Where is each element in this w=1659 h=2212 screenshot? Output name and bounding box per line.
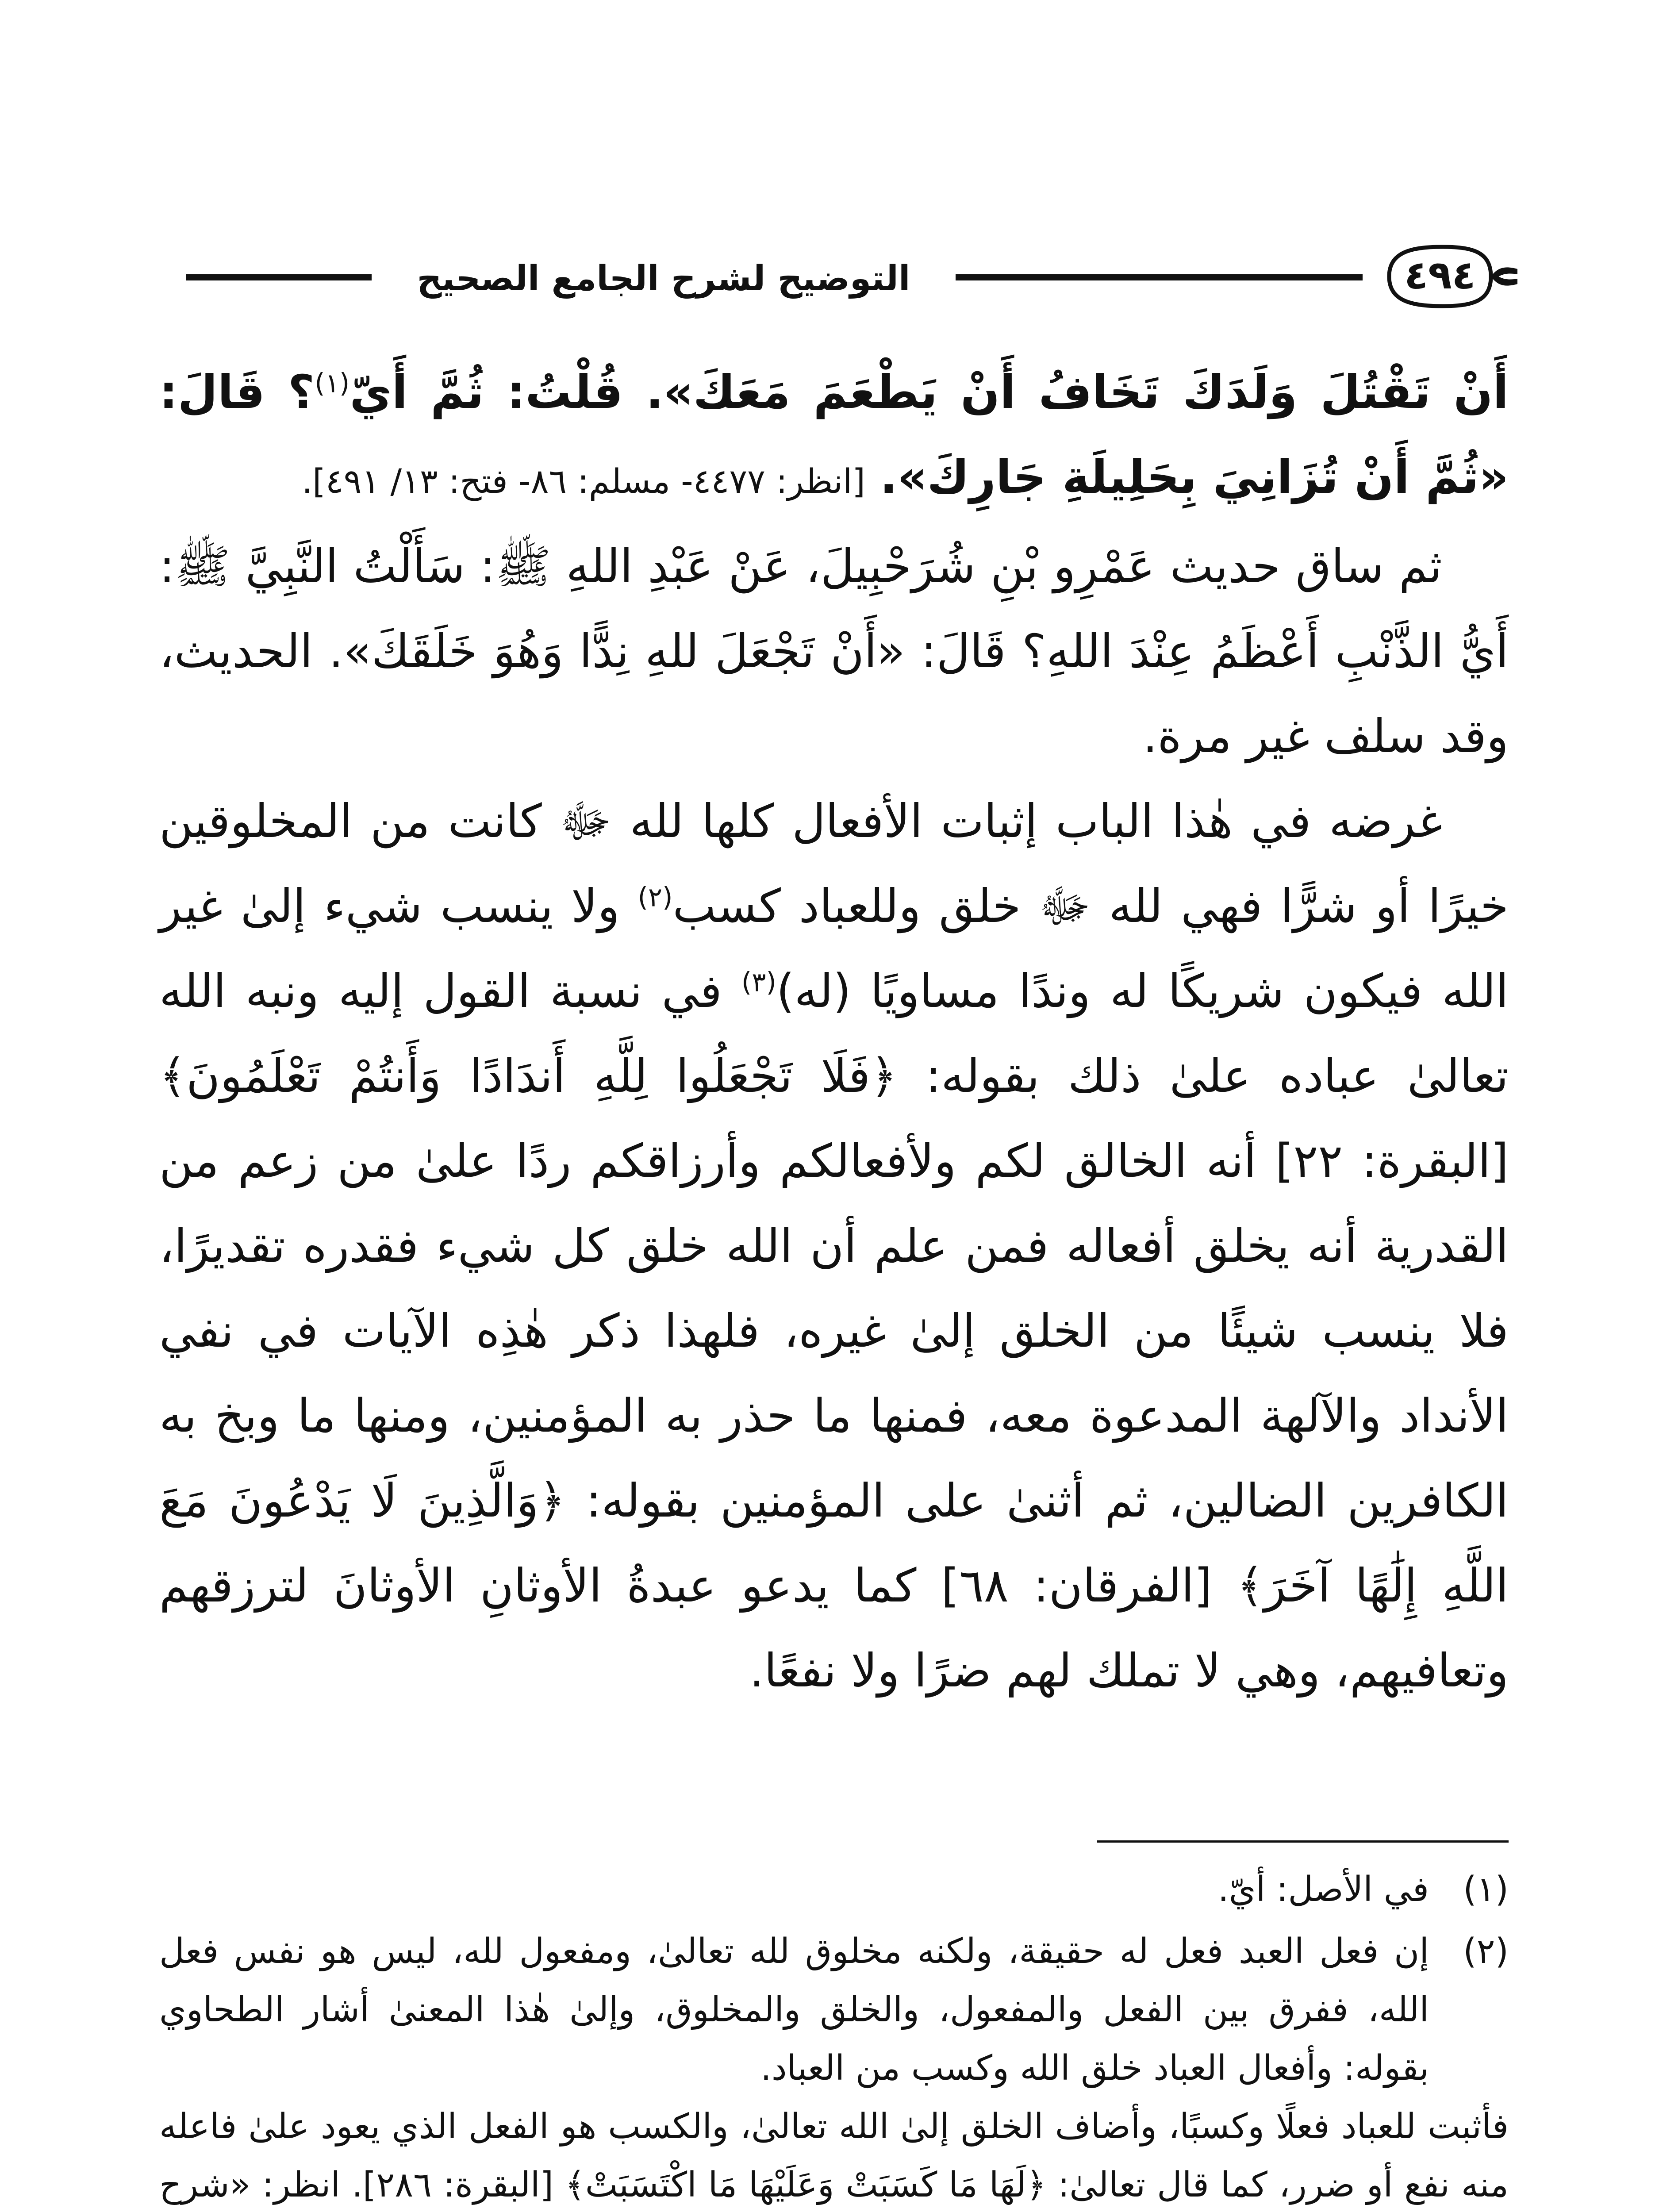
header-rule-middle	[956, 274, 1363, 280]
footnote-marker-1: (١)	[315, 368, 350, 399]
paragraph-hadith-end	[159, 349, 1509, 524]
running-head	[133, 248, 1571, 332]
commentary-text-c: في نسبة القول إليه ونبه الله تعالىٰ عباده علىٰ ذلك بقوله: ﴿فَلَا تَجْعَلُوا لِلَّهِ أَندَادًا وَأَنتُمْ تَعْلَمُونَ﴾ [البقرة: ٢٢] أنه الخالق لكم ولأفعالكم وأرزاقكم ردًا علىٰ من زعم من القدرية أنه يخلق أفعاله فمن علم أن الله خلق كل شيء فقدره تقديرًا، فلا ينسب شيئًا من الخلق إلىٰ غيره، فلهذا ذكر هٰذِه الآيات في نفي الأنداد والآلهة المدعوة معه، فمنها ما حذر به المؤمنين، ومنها ما وبخ به الكافرين الضالين، ثم أثنىٰ على المؤمنين بقوله: ﴿وَالَّذِينَ لَا يَدْعُونَ مَعَ اللَّهِ إِلَٰهًا آخَرَ﴾ [الفرقان: ٦٨] كما يدعو عبدةُ الأوثانِ الأوثانَ لترزقهم وتعافيهم، وهي لا تملك لهم ضرًا ولا نفعًا.	[159, 964, 1509, 1697]
footnote-number: (١)	[1463, 1870, 1509, 1909]
footnotes	[159, 1860, 1509, 2212]
hadith-text: أَنْ تَقْتُلَ وَلَدَكَ تَخَافُ أَنْ يَطْعَمَ مَعَكَ». قُلْتُ: ثُمَّ أَيّ	[349, 365, 1509, 419]
book-title: التوضيح لشرح الجامع الصحيح	[417, 259, 910, 299]
footnote-2-continued	[159, 2097, 1509, 2212]
hadith-reference: [انظر: ٤٤٧٧- مسلم: ٨٦- فتح: ١٣/ ٤٩١].	[302, 461, 865, 501]
paragraph-second-hadith: ثم ساق حديث عَمْرِو بْنِ شُرَحْبِيلَ، عَنْ عَبْدِ اللهِ ﷺ: سَأَلْتُ النَّبِيَّ ﷺ: أَيُّ الذَّنْبِ أَعْظَمُ عِنْدَ اللهِ؟ قَالَ: «أَنْ تَجْعَلَ للهِ نِدًّا وَهُوَ خَلَقَكَ». الحديث، وقد سلف غير مرة.	[159, 539, 1509, 763]
commentary-text-a: غرضه في هٰذا الباب إثبات الأفعال كلها لله ﷻ كانت من المخلوقين خيرًا أو شرًّا فهي لله ﷻ خلق وللعباد كسب	[159, 794, 1509, 933]
footnote-number: (٢)	[1463, 1932, 1509, 1971]
page-number: ٤٩٤	[1404, 252, 1476, 298]
footnote-1	[159, 1860, 1509, 1919]
footnote-separator	[1097, 1840, 1509, 1843]
main-text	[159, 349, 1509, 1713]
footnote-marker-3: (٣)	[741, 967, 776, 998]
footnote-text: في الأصل: أيّ.	[1217, 1870, 1429, 1909]
footnote-text: إن فعل العبد فعل له حقيقة، ولكنه مخلوق لله تعالىٰ، ومفعول لله، ليس هو نفس فعل الله، ففرق بين الفعل والمفعول، والخلق والمخلوق، وإلىٰ هٰذا المعنىٰ أشار الطحاوي بقوله: وأفعال العباد خلق الله وكسب من العباد.	[159, 1932, 1429, 2088]
commentary-text-b: ولا ينسب شيء إلىٰ غير الله فيكون شريكًا له وندًا مساويًا (له)	[159, 879, 1509, 1018]
footnote-text-continued: فأثبت للعباد فعلًا وكسبًا، وأضاف الخلق إلىٰ الله تعالىٰ، والكسب هو الفعل الذي يعود علىٰ فاعله منه نفع أو ضرر، كما قال تعالىٰ: ﴿لَهَا مَا كَسَبَتْ وَعَلَيْهَا مَا اكْتَسَبَتْ﴾ [البقرة: ٢٨٦]. انظر: «شرح	[159, 2107, 1509, 2205]
header-rule-left	[186, 274, 372, 280]
hadith-text-cont: ؟ قَالَ: «ثُمَّ أَنْ تُزَانِيَ بِحَلِيلَةِ جَارِكَ».	[159, 365, 1509, 504]
footnote-marker-2: (٢)	[637, 882, 673, 913]
page-number-ornament	[1371, 243, 1517, 310]
footnote-2	[159, 1922, 1509, 2097]
paragraph-commentary	[159, 779, 1509, 1713]
